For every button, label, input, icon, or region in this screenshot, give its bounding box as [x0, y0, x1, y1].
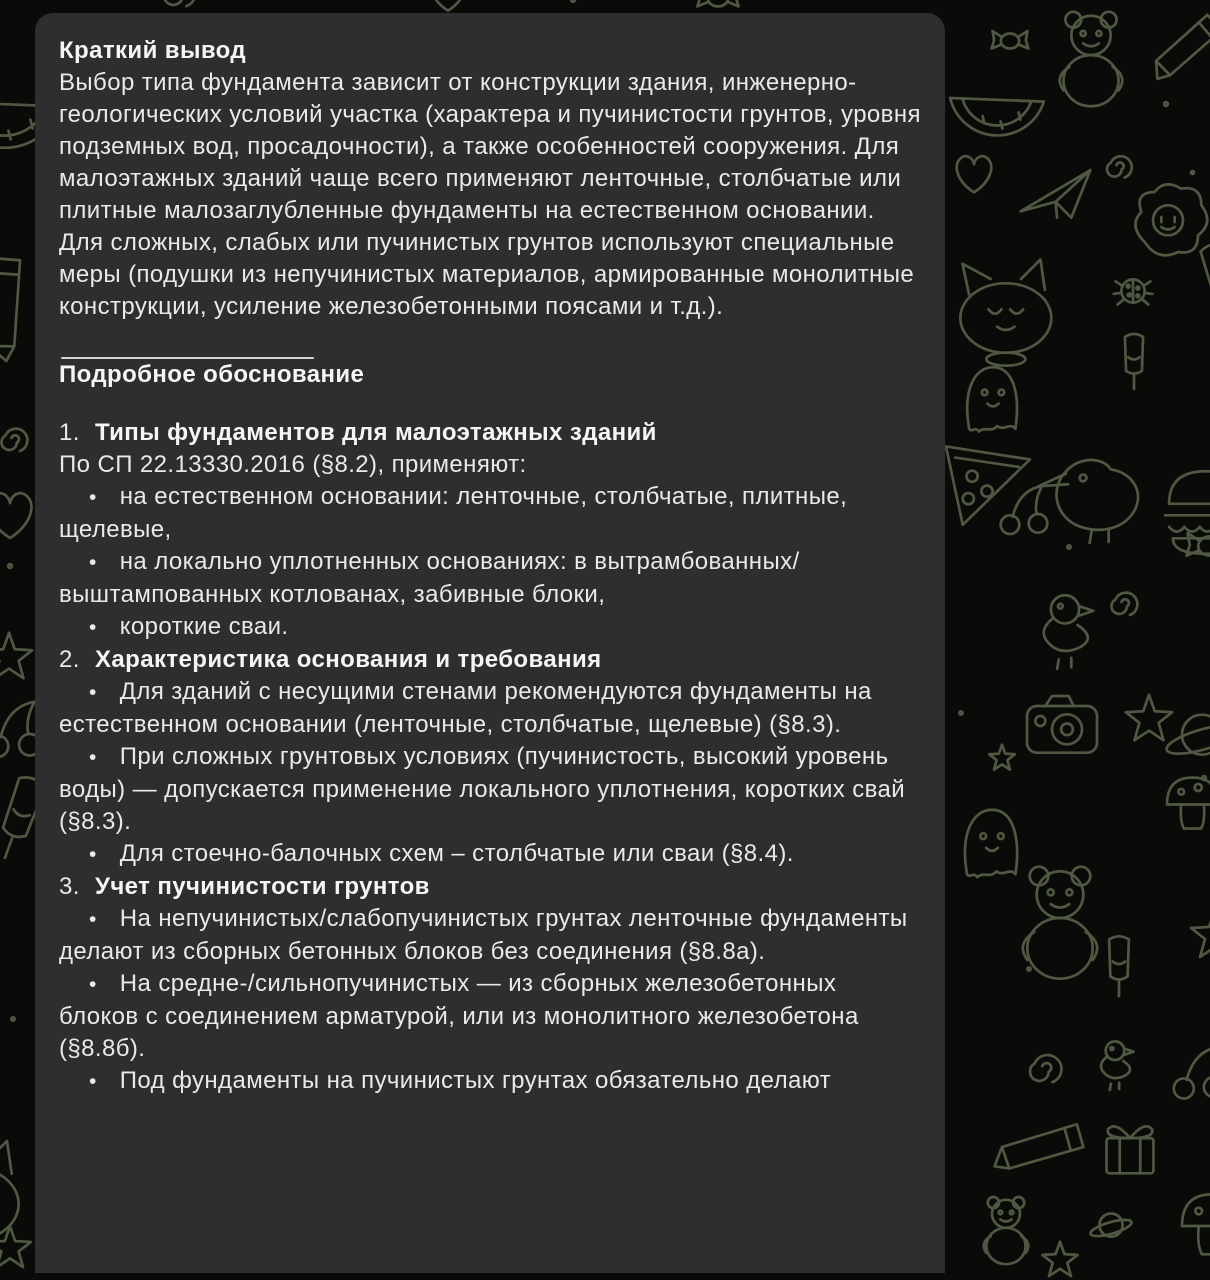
doodle-pencil-icon — [990, 1097, 1091, 1202]
bullet-marker: • — [89, 551, 97, 574]
doodle-heart-icon — [0, 493, 31, 538]
doodle-ghost-icon — [965, 810, 1017, 877]
list-item-3-title: Учет пучинистости грунтов — [95, 873, 430, 900]
list-item-2-title: Характеристика основания и требования — [95, 646, 602, 673]
bullet-marker: • — [89, 1070, 97, 1093]
doodle-spiral-icon — [164, 0, 196, 6]
doodle-cherries-icon — [1001, 486, 1048, 534]
doodle-duck-icon — [1101, 1041, 1134, 1090]
doodle-dot-icon — [1164, 102, 1168, 106]
doodle-planet-icon — [1164, 715, 1210, 760]
bullet-text: При сложных грунтовых условиях (пучинистость, высокий уровень воды) — допускается применение локального уплотнения, коротких свай (§8.3). — [59, 743, 906, 835]
doodle-dot-icon — [1027, 967, 1030, 970]
doodle-burger-icon — [1165, 471, 1210, 553]
doodle-pizza-icon — [946, 446, 1030, 524]
doodle-kiwi-bird-icon — [1038, 460, 1138, 544]
doodle-planet-icon — [1089, 1213, 1133, 1239]
doodle-duck-icon — [1044, 595, 1093, 669]
doodle-popsicle-icon — [1109, 936, 1129, 996]
doodle-star-icon — [1191, 910, 1210, 957]
summary-paragraph: Выбор типа фундамента зависит от конструкции здания, инженерно-геологических условий участка (характера и пучинистости грунтов, уровня подземных вод, просадочности), а также особенностей сооружения. Для малоэтажных зданий чаще всего применяют ленточные, столбчатые или плитные малозаглубленные фундаменты на естественном основании. Для сложных, слабых или пучинистых грунтов используют специальные меры (подушки из непучинистых материалов, армированные монолитные конструкции, усиление железобетонными поясами и т.д.). — [59, 69, 921, 320]
bullet-text: Под фундаменты на пучинистых грунтах обязательно делают — [119, 1067, 831, 1094]
doodle-cat-icon — [960, 260, 1051, 366]
list-item-1-heading — [59, 417, 921, 449]
doodle-dot-icon — [571, 0, 575, 2]
doodle-spiral-icon — [1030, 1055, 1062, 1082]
doodle-popsicle-icon — [1125, 334, 1143, 389]
list-item-2-heading — [59, 644, 921, 676]
list-item-3-number: 3. — [59, 873, 80, 900]
doodle-teddy-bear-icon — [984, 1197, 1029, 1264]
doodle-camera-icon — [1027, 696, 1097, 753]
bullet-text: Для стоечно-балочных схем – столбчатые или сваи (§8.4). — [119, 840, 794, 867]
doodle-spiral-icon — [1112, 593, 1138, 615]
list-item-3-heading — [59, 871, 921, 903]
doodle-star-icon — [0, 1226, 31, 1267]
message-bubble[interactable] — [35, 13, 945, 1273]
doodle-dot-icon — [8, 564, 12, 568]
bullet-text: На непучинистых/​слабопучинистых грунтах ленточные фундаменты делают из сборных бетонных блоков без соединения (§8.8а). — [59, 905, 908, 965]
doodle-star-icon — [1042, 1242, 1077, 1276]
doodle-star-icon — [1126, 695, 1172, 740]
doodle-star-icon — [0, 633, 32, 678]
bullet-text: на локально уплотненных основаниях: в вытрамбованных/​выштампованных котлованах, забивные блоки, — [59, 548, 800, 608]
doodle-mushroom-icon — [1182, 1194, 1210, 1254]
bullet-item — [59, 676, 921, 741]
doodle-dot-icon — [1067, 545, 1070, 548]
doodle-ghost-icon — [967, 367, 1017, 431]
doodle-pencil-icon — [1153, 7, 1210, 88]
bullet-text: На средне-/​сильнопучинистых — из сборных железобетонных блоков с соединением арматурой, или из монолитного железобетона (§8.8б). — [59, 970, 859, 1062]
doodle-teddy-bear-icon — [1060, 12, 1123, 106]
doodle-fried-egg-icon — [1135, 184, 1207, 255]
bullet-marker: • — [89, 843, 97, 866]
doodle-teddy-bear-icon — [1023, 867, 1097, 979]
bullet-text: на естественном основании: ленточные, столбчатые, плитные, щелевые, — [59, 483, 848, 543]
bullet-text: Для зданий с несущими стенами рекомендуются фундаменты на естественном основании (ленточные, столбчатые, щелевые) (§8.3). — [59, 678, 872, 738]
bullet-item — [59, 838, 921, 871]
bullet-text: короткие сваи. — [119, 613, 289, 640]
list-item-1-intro: По СП 22.13330.2016 (§8.2), применяют: — [59, 451, 527, 478]
bullet-marker: • — [89, 973, 97, 996]
doodle-ladybug-icon — [1114, 279, 1153, 304]
bullet-item — [59, 903, 921, 968]
bullet-marker: • — [89, 746, 97, 769]
doodle-cat-icon — [0, 1141, 19, 1255]
doodle-cherries-icon — [1174, 1047, 1210, 1099]
bullet-marker: • — [89, 486, 97, 509]
doodle-heart-icon — [431, 0, 464, 11]
doodle-dot-icon — [1191, 171, 1194, 174]
bullet-marker: • — [89, 681, 97, 704]
bullet-marker: • — [89, 616, 97, 639]
bullet-item — [59, 481, 921, 546]
doodle-candy-icon — [992, 31, 1029, 49]
doodle-spiral-icon — [1107, 156, 1132, 177]
list-item-1-title: Типы фундаментов для малоэтажных зданий — [95, 419, 657, 446]
doodle-popsicle-icon — [1200, 242, 1210, 320]
doodle-watermelon-icon — [950, 98, 1044, 135]
bullet-item — [59, 968, 921, 1065]
doodle-dot-icon — [11, 1017, 14, 1020]
bullet-item — [59, 1065, 921, 1098]
doodle-gift-icon — [1107, 1126, 1154, 1173]
list-item-1-number: 1. — [59, 419, 80, 446]
doodle-dot-icon — [959, 711, 962, 714]
doodle-heart-icon — [957, 156, 992, 192]
doodle-star-icon — [989, 745, 1015, 770]
doodle-airplane-icon — [1021, 170, 1091, 217]
list-item-2-number: 2. — [59, 646, 80, 673]
bullet-item — [59, 546, 921, 611]
doodle-mushroom-icon — [1167, 778, 1210, 829]
bullet-marker: • — [89, 908, 97, 931]
summary-title: Краткий вывод — [59, 37, 247, 64]
doodle-candy-icon — [697, 0, 738, 6]
bullet-item — [59, 611, 921, 644]
bullet-item — [59, 741, 921, 838]
details-title: Подробное обоснование — [59, 361, 365, 388]
doodle-spiral-icon — [2, 429, 28, 451]
